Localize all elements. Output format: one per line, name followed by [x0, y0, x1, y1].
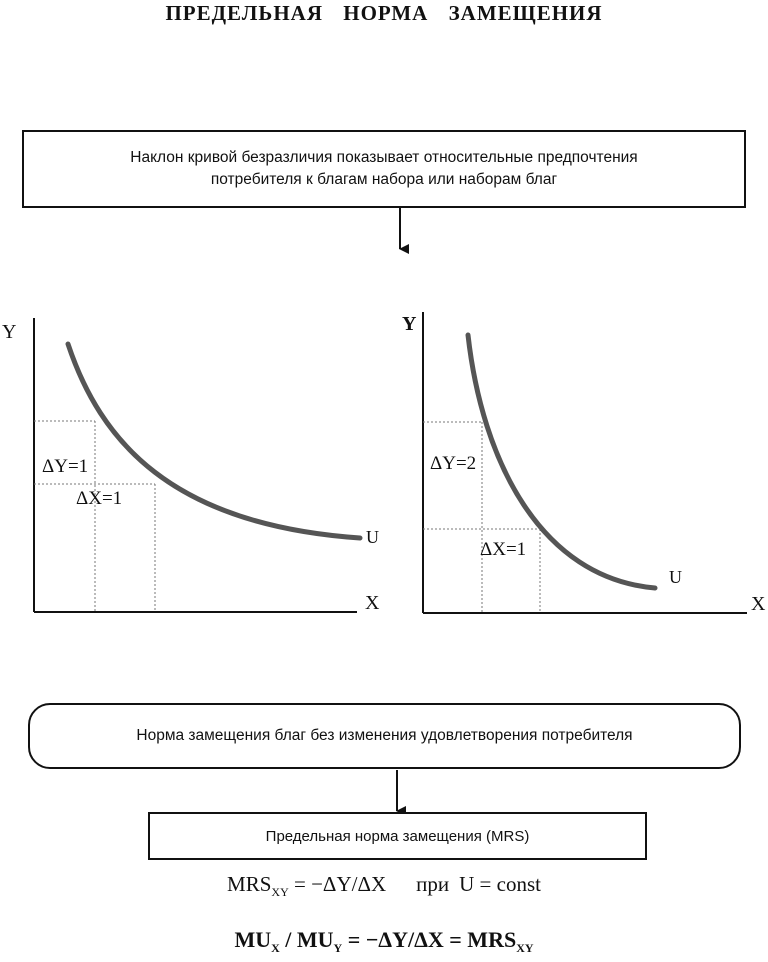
mrs-formula: [0, 872, 768, 900]
graph-left-x-label: X: [365, 592, 380, 614]
graph-left-curve-label: U: [366, 527, 379, 547]
graph-right-delta-x-label: ΔX=1: [480, 539, 527, 560]
substitution-rate-text: Норма замещения благ без изменения удовлетворения потребителя: [136, 727, 633, 744]
graph-right-curve-label: U: [669, 567, 682, 587]
graph-left-delta-x-label: ΔX=1: [76, 488, 123, 509]
graph-left-delta-y-label: ΔY=1: [42, 456, 89, 477]
graph-right-delta-y-label: ΔY=2: [430, 453, 477, 474]
mrs-formula-rhs: = −ΔY/ΔX: [288, 872, 387, 896]
mu-ratio-mrs-sub: XY: [516, 941, 534, 955]
graph-right-x-label: X: [751, 593, 766, 615]
mu-x: MU: [234, 927, 272, 952]
substitution-rate-box: [28, 703, 741, 769]
mrs-box: [148, 812, 647, 860]
mrs-formula-lhs: MRS: [227, 872, 272, 896]
mu-ratio-formula: [0, 927, 768, 956]
page-title: ПРЕДЕЛЬНАЯ НОРМА ЗАМЕЩЕНИЯ: [165, 1, 603, 25]
graph-left-y-label: Y: [2, 321, 17, 343]
slope-description-line2: потребителя к благам набора или наборам благ: [210, 171, 558, 188]
mu-y-sub: Y: [333, 941, 343, 955]
mrs-formula-lhs-sub: XY: [271, 885, 289, 899]
mu-y: MU: [296, 927, 334, 952]
mrs-formula-condition: U = const: [459, 872, 541, 896]
mu-ratio-rhs: = −ΔY/ΔX = MRS: [342, 927, 517, 952]
graph-right: [402, 312, 766, 615]
mu-slash: /: [279, 927, 297, 952]
mrs-formula-pri: при: [416, 872, 450, 896]
mu-x-sub: X: [271, 941, 280, 955]
slope-description-line1: Наклон кривой безразличия показывает относительные предпочтения: [130, 149, 638, 166]
graph-left: [2, 318, 380, 614]
mrs-text: Предельная норма замещения (MRS): [265, 827, 530, 845]
graph-right-y-label: Y: [402, 313, 417, 335]
